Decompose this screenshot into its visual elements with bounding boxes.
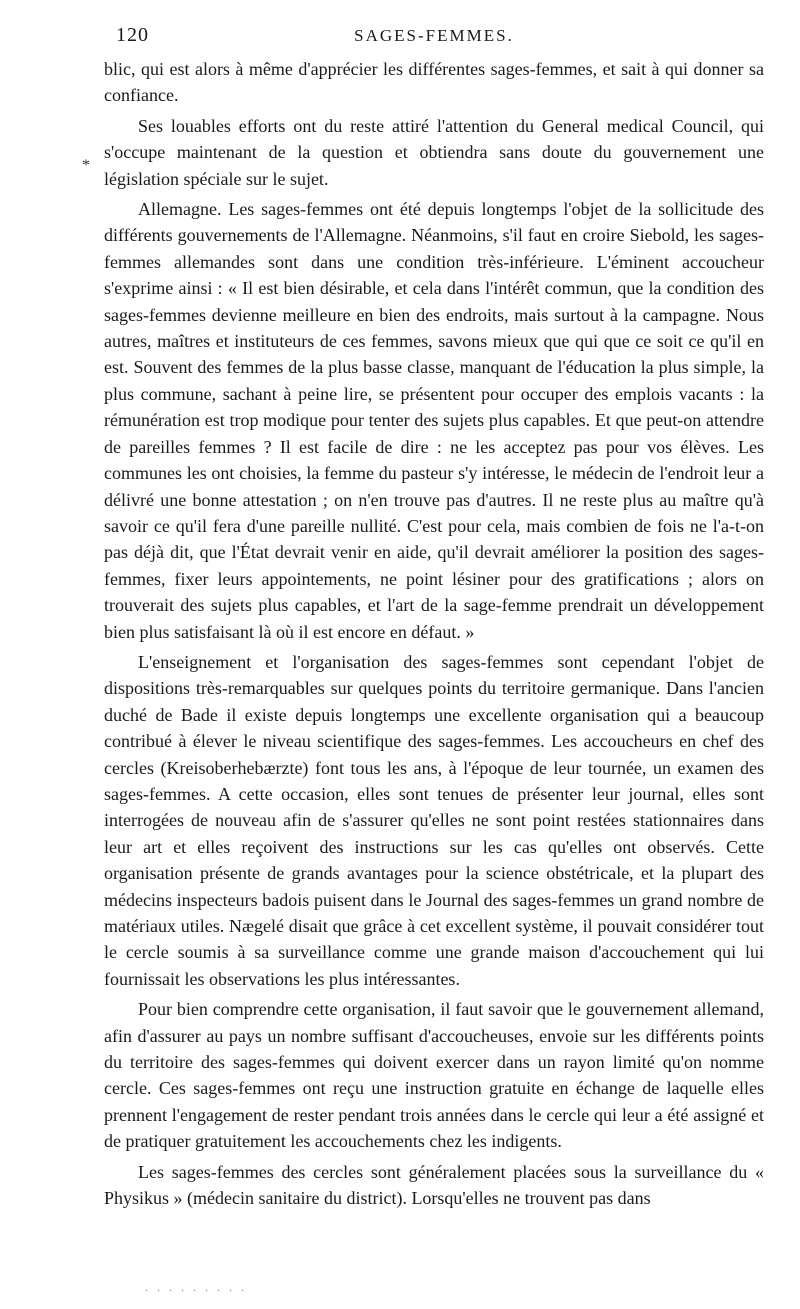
paragraph-organisation: Pour bien comprendre cette organisation, il faut savoir que le gouvernement allemand, afin d'assurer au pays un nombre suffisant d'accoucheuses, envoie sur les différents points du territoire des sages-femmes qui doivent exercer dans un rayon limité qu'on nomme cercle. Ces sages-femmes ont reçu une instruction gratuite en échange de laquelle elles prennent l'engagement de rester pendant trois années dans le cercle qui leur a été assigné et de pratiquer gratuitement les accouchements chez les indigents.	[104, 999, 764, 1152]
document-page	[104, 24, 764, 1211]
running-title: SAGES-FEMMES.	[354, 26, 514, 45]
page-number: 120	[116, 24, 149, 46]
paragraph-continuation: blic, qui est alors à même d'apprécier les différentes sages-femmes, et sait à qui donner sa confiance.	[104, 59, 764, 106]
margin-mark: *	[82, 157, 90, 174]
paragraph-enseignement: L'enseignement et l'organisation des sages-femmes sont cependant l'objet de dispositions très-remarquables sur quelques points du territoire germanique. Dans l'ancien duché de Bade il existe depuis longtemps une excellente organisation qui a beaucoup contribué à élever le niveau scientifique des sages-femmes. Les accoucheurs en chef des cercles (Kreisoberhebærzte) font tous les ans, à l'époque de leur tournée, un examen des sages-femmes. A cette occasion, elles sont tenues de présenter leur journal, elles sont interrogées de nouveau afin de s'assurer qu'elles ne sont point restées stationnaires dans leur art et elles reçoivent des instructions sur les cas qu'elles ont observés. Cette organisation présente de grands avantages pour la science obstétricale, et la plupart des médecins inspecteurs badois puisent dans le Journal des sages-femmes un grand nombre de matériaux utiles. Nægelé disait que grâce à cet excellent système, il pouvait considérer tout le cercle soumis à sa surveillance comme une grande maison d'accouchement qui lui fournissait les observations les plus intéressantes.	[104, 651, 764, 989]
body-text	[104, 56, 764, 1211]
paragraph-physikus: Les sages-femmes des cercles sont généralement placées sous la surveillance du « Physikus » (médecin sanitaire du district). Lorsqu'elles ne trouvent pas dans	[104, 1161, 764, 1209]
paragraph-general-medical-council: Ses louables efforts ont du reste attiré l'attention du General medical Council, qui s'occupe maintenant de la question et obtiendra sans doute du gouvernement une législation spéciale sur le sujet.	[104, 115, 764, 189]
paragraph-allemagne: Allemagne. Les sages-femmes ont été depuis longtemps l'objet de la sollicitude des différents gouvernements de l'Allemagne. Néanmoins, s'il faut en croire Siebold, les sages-femmes allemandes sont dans une condition très-inférieure. L'éminent accoucheur s'exprime ainsi : « Il est bien désirable, et cela dans l'intérêt commun, que la condition des sages-femmes devienne meilleure en bien des endroits, mais surtout à la campagne. Nous autres, maîtres et instituteurs de ces femmes, savons mieux que qui que ce soit ce qu'il en est. Souvent des femmes de la plus basse classe, manquant de l'éducation la plus simple, la plus commune, sachant à peine lire, se présentent pour occuper des emplois vacants : la rémunération est trop modique pour tenter des sujets plus capables. Et que peut-on attendre de pareilles femmes ? Il est facile de dire : ne les acceptez pas pour vos élèves. Les communes les ont choisies, la femme du pasteur s'y intéresse, le médecin de l'endroit leur a délivré une bonne attestation ; on n'en trouve pas d'autres. Il ne reste plus au maître qu'à savoir ce qu'il fera d'une pareille nullité. C'est pour cela, mais combien de fois ne l'a-t-on pas déjà dit, que l'État devrait venir en aide, qu'il devrait améliorer la position des sages-femmes, fixer leurs appointements, ne point lésiner pour des gratifications ; alors on trouverait des sujets plus capables, et l'art de la sage-femme prendrait un développement bien plus satisfaisant là où il est encore en défaut. »	[104, 199, 764, 642]
page-header	[104, 24, 764, 56]
footer-specks: . . . . . . . . .	[145, 1280, 247, 1294]
